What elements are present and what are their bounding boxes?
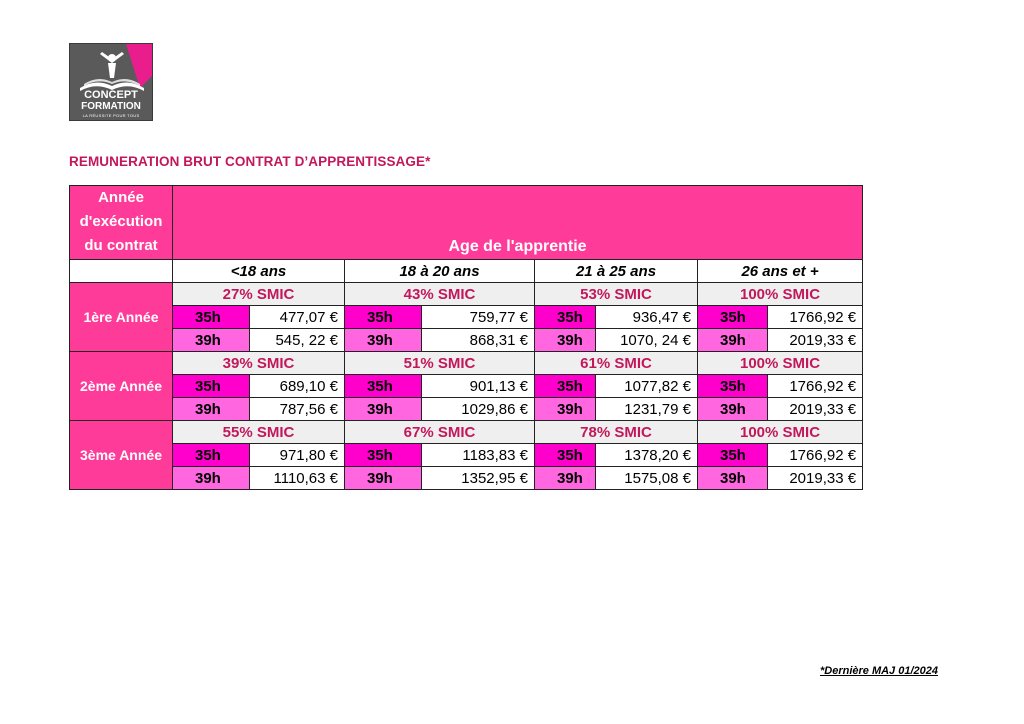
hours-39: 39h — [535, 329, 596, 352]
hours-39: 39h — [698, 467, 768, 490]
smic-rate: 100% SMIC — [698, 283, 863, 306]
hours-35: 35h — [173, 444, 250, 467]
age-group: 21 à 25 ans — [535, 260, 698, 283]
age-group: <18 ans — [173, 260, 345, 283]
amount-cell: 1183,83 € — [422, 444, 535, 467]
amount-cell: 1378,20 € — [596, 444, 698, 467]
hours-35: 35h — [698, 444, 768, 467]
hours-39: 39h — [173, 329, 250, 352]
hours-35: 35h — [345, 306, 422, 329]
hours-39: 39h — [535, 398, 596, 421]
logo-tagline: LA RÉUSSITE POUR TOUS — [82, 113, 140, 118]
amount-cell: 1766,92 € — [768, 306, 863, 329]
amount-cell: 689,10 € — [250, 375, 345, 398]
smic-rate: 27% SMIC — [173, 283, 345, 306]
smic-rate: 55% SMIC — [173, 421, 345, 444]
last-update-note: *Dernière MAJ 01/2024 — [819, 665, 938, 677]
hours-39: 39h — [345, 467, 422, 490]
hours-35: 35h — [535, 375, 596, 398]
year-label: 3ème Année — [70, 421, 173, 490]
logo-line2: FORMATION — [81, 101, 141, 112]
year-label: 1ère Année — [70, 283, 173, 352]
hours-35: 35h — [535, 306, 596, 329]
amount-cell: 1575,08 € — [596, 467, 698, 490]
hours-35: 35h — [345, 444, 422, 467]
header-execution-year: Année d'exécution du contrat — [70, 186, 173, 260]
hours-35: 35h — [535, 444, 596, 467]
amount-cell: 545, 22 € — [250, 329, 345, 352]
amount-cell: 1352,95 € — [422, 467, 535, 490]
hours-39: 39h — [345, 329, 422, 352]
amount-cell: 1077,82 € — [596, 375, 698, 398]
hours-35: 35h — [345, 375, 422, 398]
amount-cell: 1766,92 € — [768, 375, 863, 398]
amount-cell: 1110,63 € — [250, 467, 345, 490]
concept-formation-logo — [69, 43, 153, 121]
smic-rate: 61% SMIC — [535, 352, 698, 375]
amount-cell: 477,07 € — [250, 306, 345, 329]
amount-cell: 759,77 € — [422, 306, 535, 329]
amount-cell: 971,80 € — [250, 444, 345, 467]
amount-cell: 936,47 € — [596, 306, 698, 329]
amount-cell: 787,56 € — [250, 398, 345, 421]
amount-cell: 2019,33 € — [768, 398, 863, 421]
document-title: REMUNERATION BRUT CONTRAT D’APPRENTISSAGE* — [69, 154, 431, 169]
hours-39: 39h — [173, 467, 250, 490]
header-age: Age de l'apprentie — [173, 186, 863, 260]
smic-rate: 53% SMIC — [535, 283, 698, 306]
age-group: 18 à 20 ans — [345, 260, 535, 283]
hours-39: 39h — [535, 467, 596, 490]
amount-cell: 901,13 € — [422, 375, 535, 398]
hours-35: 35h — [173, 306, 250, 329]
amount-cell: 1029,86 € — [422, 398, 535, 421]
smic-rate: 51% SMIC — [345, 352, 535, 375]
hours-35: 35h — [698, 375, 768, 398]
smic-rate: 39% SMIC — [173, 352, 345, 375]
hours-39: 39h — [345, 398, 422, 421]
remuneration-table — [69, 185, 863, 490]
hours-39: 39h — [698, 398, 768, 421]
amount-cell: 1231,79 € — [596, 398, 698, 421]
amount-cell: 2019,33 € — [768, 467, 863, 490]
smic-rate: 100% SMIC — [698, 421, 863, 444]
hours-35: 35h — [173, 375, 250, 398]
year-label: 2ème Année — [70, 352, 173, 421]
smic-rate: 100% SMIC — [698, 352, 863, 375]
hours-39: 39h — [698, 329, 768, 352]
amount-cell: 868,31 € — [422, 329, 535, 352]
amount-cell: 1766,92 € — [768, 444, 863, 467]
smic-rate: 78% SMIC — [535, 421, 698, 444]
amount-cell: 2019,33 € — [768, 329, 863, 352]
empty-cell — [70, 260, 173, 283]
hours-39: 39h — [173, 398, 250, 421]
age-group: 26 ans et + — [698, 260, 863, 283]
smic-rate: 43% SMIC — [345, 283, 535, 306]
hours-35: 35h — [698, 306, 768, 329]
smic-rate: 67% SMIC — [345, 421, 535, 444]
amount-cell: 1070, 24 € — [596, 329, 698, 352]
logo-line1: CONCEPT — [84, 89, 138, 101]
